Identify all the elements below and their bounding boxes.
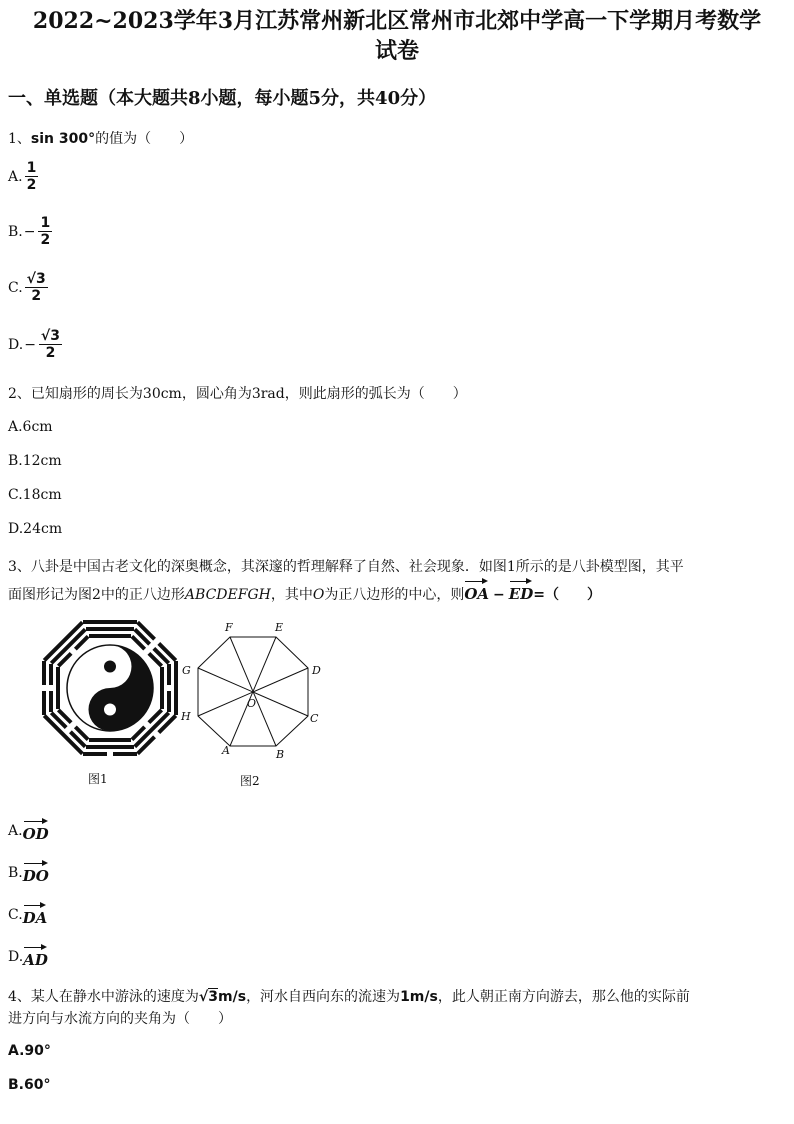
denominator: 2: [26, 177, 37, 193]
vertex-g-label: G: [182, 664, 191, 677]
fraction: [25, 271, 48, 304]
option-label: C.: [8, 279, 23, 296]
vector-oa: OA: [464, 578, 489, 603]
q3-polygon-name: ABCDEFGH: [184, 587, 271, 603]
minus-sign: −: [493, 587, 505, 603]
octagon-shape: [198, 637, 308, 746]
q3-text: 面图形记为图2中的正八边形: [8, 587, 185, 603]
numerator: 1: [40, 215, 51, 231]
q4-option-a[interactable]: A.90°: [8, 1043, 51, 1059]
exam-title-line2: 试卷: [374, 38, 419, 64]
question-1-expression: sin 300°: [30, 131, 96, 147]
vector-do: DO: [23, 860, 49, 885]
question-1-number: 1、: [8, 131, 31, 147]
fraction: [38, 215, 52, 248]
bagua-figure: [40, 618, 180, 758]
trigram-line: [44, 622, 82, 660]
vertex-f-label: F: [225, 621, 233, 634]
radicand: 3: [208, 989, 219, 1005]
q1-option-b[interactable]: [8, 215, 52, 248]
figure-1-caption: 图1: [88, 772, 108, 786]
numerator: 1: [26, 160, 37, 176]
vertex-b-label: B: [276, 748, 285, 761]
option-label: B.: [8, 223, 23, 240]
yin-yang-icon: [67, 645, 153, 731]
center-o-label: O: [247, 697, 257, 710]
q4-text: 4、某人在静水中游泳的速度为: [8, 989, 199, 1005]
question-1: [8, 128, 193, 148]
option-label: D.: [8, 336, 24, 353]
q3-option-b[interactable]: [8, 860, 49, 885]
exam-title-line1: 2022~2023学年3月江苏常州新北区常州市北郊中学高一下学期月考数学: [32, 8, 762, 34]
question-4-line1: [8, 986, 690, 1006]
q4-text: ，此人朝正南方向游去，那么他的实际前: [437, 989, 690, 1005]
vertex-h-label: H: [181, 710, 191, 723]
fraction: [39, 328, 62, 361]
denominator: 2: [45, 345, 56, 361]
q3-tail: =（ ）: [533, 587, 601, 603]
question-1-text: 的值为（ ）: [95, 131, 194, 147]
q1-option-d[interactable]: [8, 328, 62, 361]
q1-option-c[interactable]: [8, 271, 48, 304]
vector-od: OD: [23, 818, 49, 843]
q3-option-a[interactable]: [8, 818, 49, 843]
trigram-line: [44, 716, 82, 754]
q1-option-a[interactable]: [8, 160, 38, 193]
option-label: B.: [8, 864, 23, 881]
section-heading: 一、单选题（本大题共8小题，每小题5分，共40分）: [8, 88, 437, 109]
q2-option-d[interactable]: D.24cm: [8, 521, 63, 537]
q4-text: ，河水自西向东的流速为: [246, 989, 401, 1005]
denominator: 2: [31, 288, 42, 304]
q2-option-c[interactable]: C.18cm: [8, 487, 62, 503]
q3-option-c[interactable]: [8, 902, 47, 927]
q4-speed: 1m/s: [400, 989, 438, 1005]
option-label: A.: [8, 168, 23, 185]
q4-option-b[interactable]: B.60°: [8, 1077, 51, 1093]
vertex-a-label: A: [222, 744, 230, 757]
question-3-line1: 3、八卦是中国古老文化的深奥概念，其深邃的哲理解释了自然、社会现象．如图1所示的是八卦模型图，其平: [8, 559, 684, 575]
option-label: D.: [8, 948, 24, 965]
vertex-e-label: E: [275, 621, 284, 634]
q3-option-d[interactable]: [8, 944, 48, 969]
vector-ed: ED: [509, 578, 533, 603]
vertex-d-label: D: [312, 664, 321, 677]
minus-sign: −: [24, 336, 36, 353]
numerator: √3: [26, 271, 46, 287]
q3-text: 为正八边形的中心，则: [324, 587, 465, 603]
question-2: 2、已知扇形的周长为30cm，圆心角为3rad，则此扇形的弧长为（ ）: [8, 386, 467, 402]
sqrt-expression: √3: [198, 989, 219, 1005]
denominator: 2: [40, 232, 51, 248]
q2-option-a[interactable]: A.6cm: [8, 419, 53, 435]
option-label: A.: [8, 822, 23, 839]
question-3-line2: [8, 578, 601, 604]
vector-da: DA: [23, 902, 48, 927]
option-label: C.: [8, 906, 23, 923]
vertex-c-label: C: [310, 712, 319, 725]
vector-ad: AD: [23, 944, 48, 969]
q3-text: ，其中: [270, 587, 313, 603]
q4-unit: m/s: [218, 989, 247, 1005]
q2-option-b[interactable]: B.12cm: [8, 453, 62, 469]
figure-2-caption: 图2: [240, 774, 260, 788]
fraction: [25, 160, 39, 193]
minus-sign: −: [23, 223, 36, 240]
q3-center-name: O: [312, 587, 325, 603]
question-4-line2: 进方向与水流方向的夹角为（ ）: [8, 1011, 232, 1027]
numerator: √3: [40, 328, 61, 344]
octagon-figure: [176, 616, 332, 766]
